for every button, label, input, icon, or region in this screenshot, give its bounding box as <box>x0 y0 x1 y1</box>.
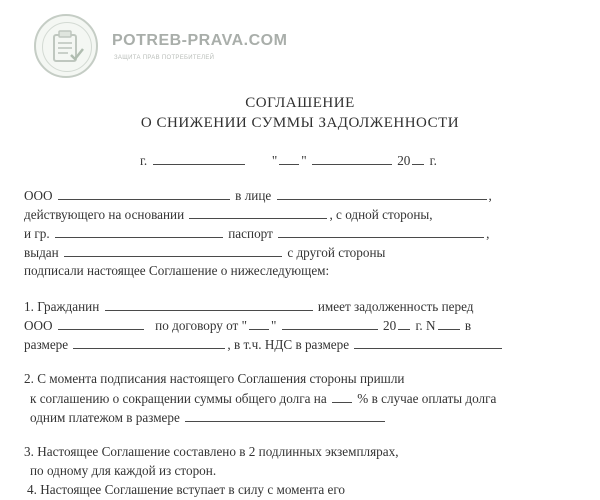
day-blank <box>279 152 299 165</box>
party-line-4: выдан с другой стороны <box>24 245 386 260</box>
payment-amount-blank <box>185 409 385 422</box>
citizen-name-blank <box>55 225 223 238</box>
month-blank <box>312 152 392 165</box>
creditor-name-blank <box>58 317 144 330</box>
clause-1-line-2: ООО по договору от " " 20 г. N в <box>24 318 472 333</box>
vat-amount-blank <box>354 336 502 349</box>
company-name-blank <box>58 187 230 200</box>
clause-3-line-1: 3. Настоящее Соглашение составлено в 2 подлинных экземплярах, <box>24 444 399 459</box>
passport-blank <box>278 225 484 238</box>
party-line-2: действующего на основании , с одной стороны, <box>24 207 433 222</box>
clause-2-line-2: к соглашению о сокращении суммы общего долга на % в случае оплаты долга <box>30 391 497 406</box>
contract-year-blank <box>398 317 410 330</box>
issued-by-blank <box>64 244 282 257</box>
seal-icon <box>34 14 98 78</box>
party-line-1: ООО в лице , <box>24 188 492 203</box>
clause-1-line-3: размере , в т.ч. НДС в размере <box>24 336 504 353</box>
date-line: г. " " 20 г. <box>140 153 437 168</box>
site-logo <box>34 14 334 80</box>
clause-3-line-2: по одному для каждой из сторон. <box>30 463 217 478</box>
brand-name: POTREB-PRAVA.COM <box>112 32 288 49</box>
contract-number-blank <box>438 317 460 330</box>
party-line-3: и гр. паспорт , <box>24 226 490 241</box>
discount-percent-blank <box>332 390 352 403</box>
year-blank <box>412 152 424 165</box>
city-blank <box>153 152 245 165</box>
clause-1-line-1: 1. Гражданин имеет задолженность перед <box>24 299 474 314</box>
brand-tagline: ЗАЩИТА ПРАВ ПОТРЕБИТЕЛЕЙ <box>114 55 215 61</box>
basis-blank <box>189 206 327 219</box>
contract-month-blank <box>282 317 378 330</box>
debt-amount-blank <box>73 336 225 349</box>
debtor-name-blank <box>105 298 313 311</box>
representative-blank <box>277 187 487 200</box>
document-subtitle: О СНИЖЕНИИ СУММЫ ЗАДОЛЖЕННОСТИ <box>140 115 460 131</box>
document-title: СОГЛАШЕНИЕ <box>245 95 355 111</box>
contract-day-blank <box>249 317 269 330</box>
preamble-line: подписали настоящее Соглашение о нижеследующем: <box>24 263 330 278</box>
clause-2-line-1: 2. С момента подписания настоящего Соглашения стороны пришли <box>24 371 405 386</box>
clause-4-line-1: 4. Настоящее Соглашение вступает в силу с момента его <box>27 482 346 497</box>
clause-2-line-3: одним платежом в размере <box>30 409 387 426</box>
